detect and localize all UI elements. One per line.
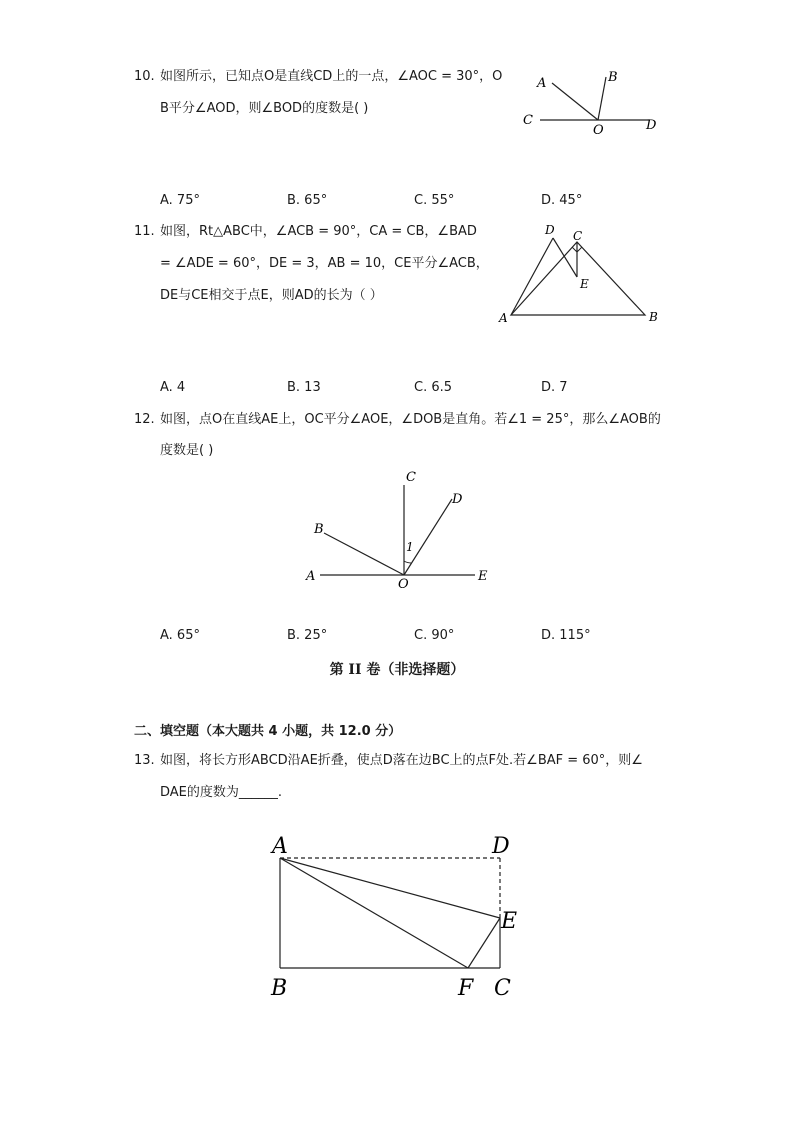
q13-label-a: A	[272, 834, 288, 859]
q10-label-b: B	[608, 70, 618, 85]
q13-text-line1: 如图，将长方形ABCD沿AE折叠，使点D落在边BC上的点F处.若∠BAF = 60°，则∠	[160, 753, 643, 768]
q12-figure	[300, 465, 500, 595]
q10-number: 10.	[134, 69, 155, 84]
q13-label-e: E	[501, 909, 518, 934]
q11-figure	[495, 220, 670, 330]
q12-option-d[interactable]: D. 115°	[541, 628, 591, 643]
q11-label-e: E	[580, 277, 589, 291]
q12-label-d: D	[452, 492, 463, 507]
q13-figure	[260, 825, 540, 1010]
q11-text-line2: = ∠ADE = 60°，DE = 3，AB = 10，CE平分∠ACB，	[160, 256, 489, 271]
q13-label-f: F	[458, 976, 474, 1001]
q11-text-line3: DE与CE相交于点E，则AD的长为（ ）	[160, 288, 383, 303]
q12-label-a: A	[306, 569, 316, 584]
q10-option-d[interactable]: D. 45°	[541, 193, 583, 208]
q10-option-b[interactable]: B. 65°	[287, 193, 328, 208]
q10-text-line1: 如图所示，已知点O是直线CD上的一点，∠AOC = 30°，O	[160, 69, 503, 84]
q10-text-line2: B平分∠AOD，则∠BOD的度数是( )	[160, 101, 369, 116]
q10-label-a: A	[537, 76, 547, 91]
q12-option-b[interactable]: B. 25°	[287, 628, 328, 643]
q11-text-line1: 如图，Rt△ABC中，∠ACB = 90°，CA = CB，∠BAD	[160, 224, 477, 239]
q11-label-a: A	[499, 311, 508, 325]
q11-label-c: C	[573, 229, 583, 243]
q11-option-a[interactable]: A. 4	[160, 380, 186, 395]
q10-label-o: O	[593, 123, 604, 138]
q11-option-b[interactable]: B. 13	[287, 380, 321, 395]
q10-label-c: C	[523, 113, 533, 128]
q12-label-o: O	[398, 577, 409, 592]
q10-option-a[interactable]: A. 75°	[160, 193, 200, 208]
q12-label-c: C	[406, 470, 416, 485]
q10-figure	[520, 65, 670, 140]
q13-number: 13.	[134, 753, 155, 768]
q11-option-c[interactable]: C. 6.5	[414, 380, 453, 395]
q10-option-c[interactable]: C. 55°	[414, 193, 455, 208]
q12-option-c[interactable]: C. 90°	[414, 628, 455, 643]
q12-label-b: B	[314, 522, 324, 537]
q12-text-line1: 如图，点O在直线AE上，OC平分∠AOE，∠DOB是直角。若∠1 = 25°，那么∠AOB的	[160, 412, 661, 427]
q11-label-b: B	[649, 310, 658, 324]
q13-label-d: D	[492, 834, 510, 859]
q13-text-line2: DAE的度数为______.	[160, 785, 283, 800]
q12-label-angle1: 1	[406, 540, 414, 554]
q11-number: 11.	[134, 224, 155, 239]
q13-label-b: B	[271, 976, 288, 1001]
q12-label-e: E	[478, 569, 488, 584]
q11-label-d: D	[545, 223, 555, 237]
part2-title: 第 II 卷（非选择题）	[329, 662, 465, 678]
section-heading: 二、填空题（本大题共 4 小题，共 12.0 分）	[134, 724, 402, 739]
q10-label-d: D	[646, 118, 657, 133]
q13-label-c: C	[494, 976, 511, 1001]
q12-option-a[interactable]: A. 65°	[160, 628, 200, 643]
q11-option-d[interactable]: D. 7	[541, 380, 568, 395]
q12-text-line2: 度数是( )	[160, 443, 214, 458]
q12-number: 12.	[134, 412, 155, 427]
